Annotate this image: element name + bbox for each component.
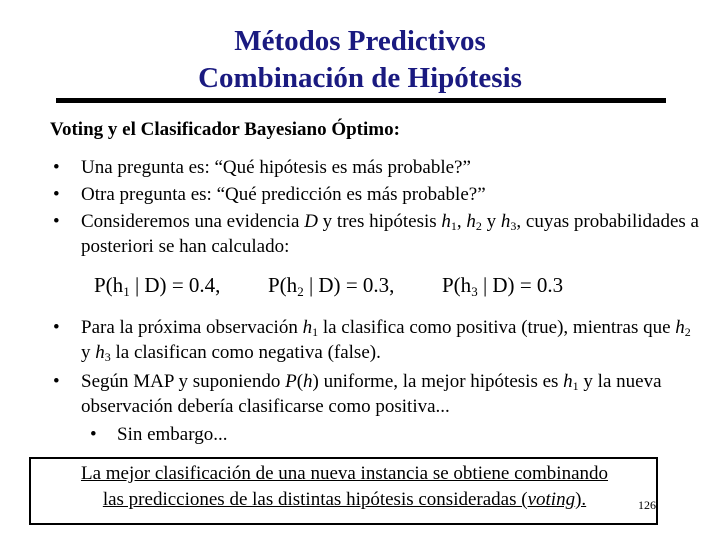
section-subtitle: Voting y el Clasificador Bayesiano Óptimo:: [50, 119, 400, 140]
equation-h3: [442, 271, 563, 306]
subscript: 1: [450, 219, 457, 233]
text-run: , cuyas probabilidades a posteriori se han calculado:: [81, 211, 699, 257]
subscript: 3: [104, 350, 111, 364]
text-run: ).: [575, 489, 587, 510]
eq-value: = 0.4,: [166, 273, 221, 297]
text-run: Consideremos una evidencia: [81, 211, 305, 232]
text-run: (: [296, 371, 304, 392]
var-h: h: [95, 342, 105, 363]
eq-subscript: 3: [471, 284, 478, 299]
text-run: ,: [456, 211, 467, 232]
title-line-2: Combinación de Hipótesis: [198, 62, 522, 94]
text-run: la clasifican como negativa (false).: [110, 342, 381, 363]
text-run: y: [81, 342, 96, 363]
sub-bullet-text: Sin embargo...: [117, 424, 228, 445]
var-h: h: [563, 371, 573, 392]
eq-value: = 0.3: [514, 273, 564, 297]
bullet-text: Otra pregunta es: “Qué predicción es más probable?”: [81, 184, 486, 205]
eq-subscript: 2: [297, 284, 304, 299]
var-h: h: [441, 211, 451, 232]
var-h: h: [302, 317, 313, 338]
subscript: 2: [684, 325, 691, 339]
eq-value: = 0.3,: [340, 273, 395, 297]
text-run: y: [481, 211, 501, 232]
bullet-item-4: [50, 315, 700, 365]
title-divider: [56, 98, 666, 103]
subscript: 2: [475, 219, 482, 233]
bullet-text: [81, 209, 700, 259]
bullet-dot: •: [53, 211, 60, 232]
text-run: la clasifica como positiva (true), mientras que: [318, 317, 676, 338]
conclusion-line-1: La mejor clasificación de una nueva instancia se obtiene combinando: [80, 463, 609, 484]
equation-h2: [268, 271, 394, 306]
bullet-dot: •: [53, 317, 60, 338]
eq-lhs: P(h: [94, 273, 124, 297]
text-run: Según MAP y suponiendo: [81, 371, 286, 392]
var-h: h: [675, 317, 685, 338]
var-h: h: [500, 211, 511, 232]
subscript: 1: [572, 379, 579, 393]
text-run: y la nueva observación debería clasificarse como positiva...: [81, 371, 662, 417]
bullet-text: [81, 369, 700, 419]
bullet-dot: •: [53, 371, 60, 392]
title-line-1: Métodos Predictivos: [234, 25, 486, 57]
bullet-item-3: [50, 209, 700, 259]
eq-subscript: 1: [123, 284, 130, 299]
var-p: P: [285, 371, 297, 392]
conclusion-line-2: [31, 488, 658, 512]
bullet-item-2: [50, 182, 700, 207]
text-run: y tres hipótesis: [317, 211, 442, 232]
equation-h1: [94, 271, 220, 306]
eq-cond: | D): [477, 273, 515, 297]
text-run: Para la próxima observación: [81, 317, 303, 338]
var-h: h: [303, 371, 313, 392]
var-d: D: [304, 211, 318, 232]
var-h: h: [466, 211, 476, 232]
sub-bullet-item: [90, 422, 227, 447]
bullet-item-5: [50, 369, 700, 419]
bullet-item-1: [50, 155, 700, 180]
eq-lhs: P(h: [442, 273, 472, 297]
eq-lhs: P(h: [268, 273, 298, 297]
subscript: 1: [312, 325, 319, 339]
bullet-dot: •: [53, 184, 60, 205]
text-run: ) uniforme, la mejor hipótesis es: [312, 371, 564, 392]
text-run: las predicciones de las distintas hipótesis consideradas (: [102, 489, 528, 510]
page-number: 126: [638, 498, 656, 512]
eq-cond: | D): [129, 273, 167, 297]
bullet-dot: •: [90, 424, 97, 445]
subscript: 3: [510, 219, 517, 233]
eq-cond: | D): [303, 273, 341, 297]
bullet-text: [81, 315, 700, 365]
voting-term: voting: [527, 489, 576, 510]
bullet-text: Una pregunta es: “Qué hipótesis es más probable?”: [81, 157, 471, 178]
bullet-dot: •: [53, 157, 60, 178]
